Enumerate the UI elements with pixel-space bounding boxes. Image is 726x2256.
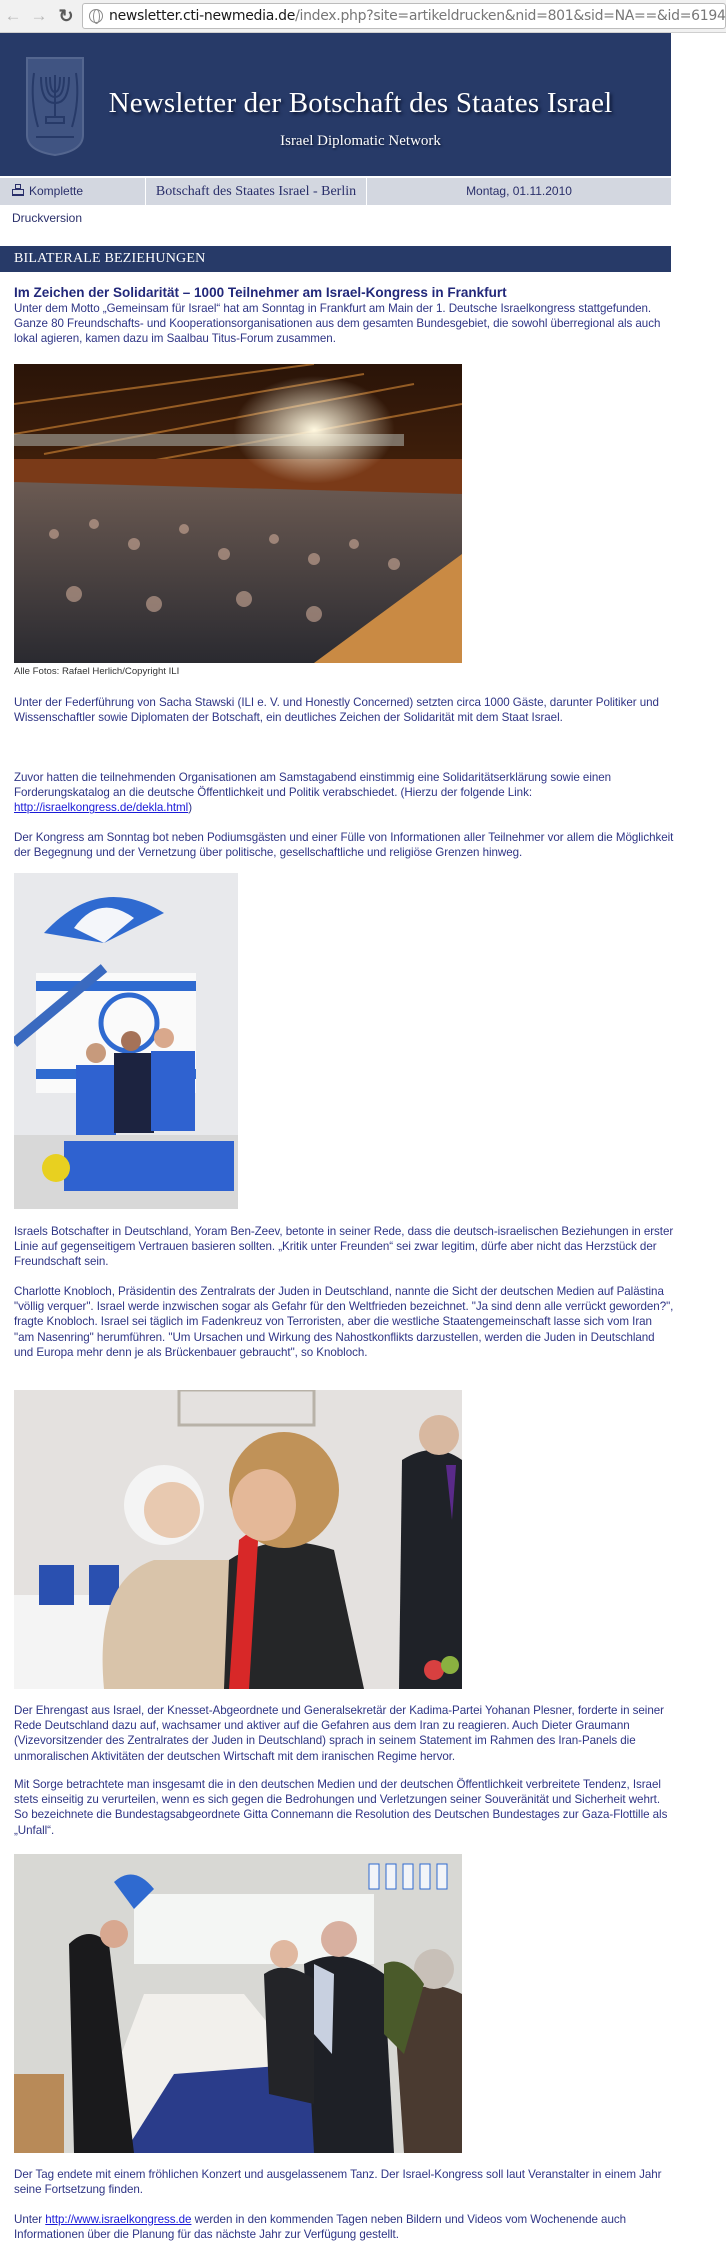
paragraph-1: Unter der Federführung von Sacha Stawski (ILI e. V. und Honestly Concerned) setzten circa 1000 Gäste, darunter Politiker und Wissenschaftler sowie Diplomaten der Botschaft, ein deutliches Zeichen der Solidarität mit dem Staat Israel. bbox=[14, 696, 659, 725]
article-headline: Im Zeichen der Solidarität – 1000 Teilnehmer am Israel-Kongress in Frankfurt bbox=[14, 285, 507, 300]
paragraph-4: Israels Botschafter in Deutschland, Yoram Ben-Zeev, betonte in seiner Rede, dass die deutsch-israelischen Beziehungen in erster Linie auf gegenseitigem Vertrauen basieren sollten. „Kritik unter Freunden“ sei zwar legitim, dürfe aber nicht das Herzstück der Freundschaft sein. bbox=[14, 1225, 674, 1269]
url-path: /index.php?site=artikeldrucken&nid=801&sid=NA==&id=6194 bbox=[295, 8, 726, 24]
makkabi-photo-image bbox=[14, 873, 238, 1209]
article-intro: Unter dem Motto „Gemeinsam für Israel“ hat am Sonntag in Frankfurt am Main der 1. Deutsche Israelkongress stattgefunden. Ganze 80 Freundschafts- und Kooperationsorganisationen aus dem gesamten Bundesgebiet, die sowohl überregional als auch lokal agieren, kamen dazu im Saalbau Titus-Forum zusammen. bbox=[14, 302, 661, 346]
photo-makkabi-stand bbox=[14, 873, 238, 1209]
photo-knobloch-greeting bbox=[14, 1390, 462, 1689]
paragraph-2-close: ) bbox=[188, 801, 192, 815]
printer-icon bbox=[12, 184, 24, 196]
url-text[interactable] bbox=[109, 8, 726, 24]
article bbox=[14, 285, 674, 347]
print-version-link[interactable] bbox=[0, 178, 145, 225]
newsletter-title: Newsletter der Botschaft des Staates Israel bbox=[108, 87, 613, 119]
newsletter-subtitle: Israel Diplomatic Network bbox=[280, 133, 441, 149]
paragraph-9 bbox=[14, 2212, 674, 2242]
paragraph-9-rest: werden in den kommenden Tagen neben Bildern und Videos vom Wochenende auch Informationen über die Planung für das nächste Jahr zur Verfügung gestellt. bbox=[14, 2213, 626, 2242]
paragraph-2 bbox=[14, 770, 674, 816]
info-table-photo-image bbox=[14, 1854, 462, 2153]
embassy-label: Botschaft des Staates Israel - Berlin bbox=[146, 178, 366, 205]
photo-info-table bbox=[14, 1854, 462, 2153]
address-bar[interactable] bbox=[82, 3, 726, 29]
declaration-link[interactable]: http://israelkongress.de/dekla.html bbox=[14, 801, 189, 815]
photo-credit: Alle Fotos: Rafael Herlich/Copyright ILI bbox=[14, 666, 180, 677]
paragraph-7: Mit Sorge betrachtete man insgesamt die in den deutschen Medien und der deutschen Öffentlichkeit verbreitete Tendenz, Israel stets einseitig zu verurteilen, wenn es sich gegen die Bedrohungen und Verletzungen seiner Souveränität und Sicherheit wehrt. So bezeichnete die Bundestagsabgeordnete Gitta Connemann die Resolution des Deutschen Bundestages zur Gaza-Flottille als „Unfall“. bbox=[14, 1778, 668, 1837]
section-header bbox=[0, 246, 671, 272]
paragraph-8: Der Tag endete mit einem fröhlichen Konzert und ausgelassenem Tanz. Der Israel-Kongress soll laut Veranstalter in einem Jahr seine Fortsetzung finden. bbox=[14, 2168, 662, 2197]
reload-icon[interactable]: ↻ bbox=[58, 6, 74, 26]
globe-icon bbox=[89, 9, 103, 23]
newsletter-header bbox=[0, 33, 671, 176]
paragraph-3: Der Kongress am Sonntag bot neben Podiumsgästen und einer Fülle von Informationen aller Teilnehmer vor allem die Möglichkeit der Begegnung und der Vernetzung über politische, gesellschaftliche und religiöse Grenzen hinweg. bbox=[14, 831, 674, 860]
greeting-photo-image bbox=[14, 1390, 462, 1689]
paragraph-9-text: Unter bbox=[14, 2213, 46, 2226]
issue-date: Montag, 01.11.2010 bbox=[367, 178, 671, 205]
info-bar bbox=[0, 178, 671, 225]
paragraph-5: Charlotte Knobloch, Präsidentin des Zentralrats der Juden in Deutschland, nannte die Sicht der deutschen Medien auf Palästina "völlig verquer". Israel werde inzwischen sogar als Gefahr für den Weltfrieden bezeichnet. "Ja sind denn alle verrückt geworden?", fragte Knobloch. Israel sei täglich im Fadenkreuz von Terroristen, aber die westliche Staatengemeinschaft lasse sich vom Iran "am Nasenring" herumführen. "Um Ursachen und Wirkung des Nahostkonflikts darzustellen, werden die Juden in Deutschland und Europa mehr denn je als Brückenbauer gebraucht", so Knobloch. bbox=[14, 1285, 674, 1359]
paragraph-6: Der Ehrengast aus Israel, der Knesset-Abgeordnete und Generalsekretär der Kadima-Partei Yohanan Plesner, forderte in seiner Rede Deutschland dazu auf, wachsamer und aktiver auf die Gefahren aus dem Iran zu reagieren. Auch Dieter Graumann (Vizevorsitzender des Zentralrates der Juden in Deutschland) sprach in seinem Statement im Rahmen des Iran-Panels die unmoralischen Aktivitäten der deutschen Wirtschaft mit dem iranischen Regime hervor. bbox=[14, 1704, 664, 1763]
auditorium-photo-image bbox=[14, 364, 462, 663]
print-version-label: Komplette Druckversion bbox=[12, 184, 84, 225]
arrow-right-icon[interactable]: → bbox=[30, 6, 48, 25]
url-host: newsletter.cti-newmedia.de bbox=[109, 8, 296, 24]
photo-auditorium bbox=[14, 364, 462, 663]
section-title: BILATERALE BEZIEHUNGEN bbox=[14, 251, 206, 266]
israelkongress-link[interactable]: http://www.israelkongress.de bbox=[45, 2213, 192, 2226]
paragraph-2-text: Zuvor hatten die teilnehmenden Organisationen am Samstagabend einstimmig eine Solidaritätserklärung sowie einen Forderungskatalog an die deutsche Öffentlichkeit und Politik verabschiedet. (Hierzu der folgende Link: bbox=[14, 771, 612, 800]
browser-toolbar bbox=[0, 0, 726, 33]
arrow-left-icon[interactable]: ← bbox=[4, 6, 22, 25]
